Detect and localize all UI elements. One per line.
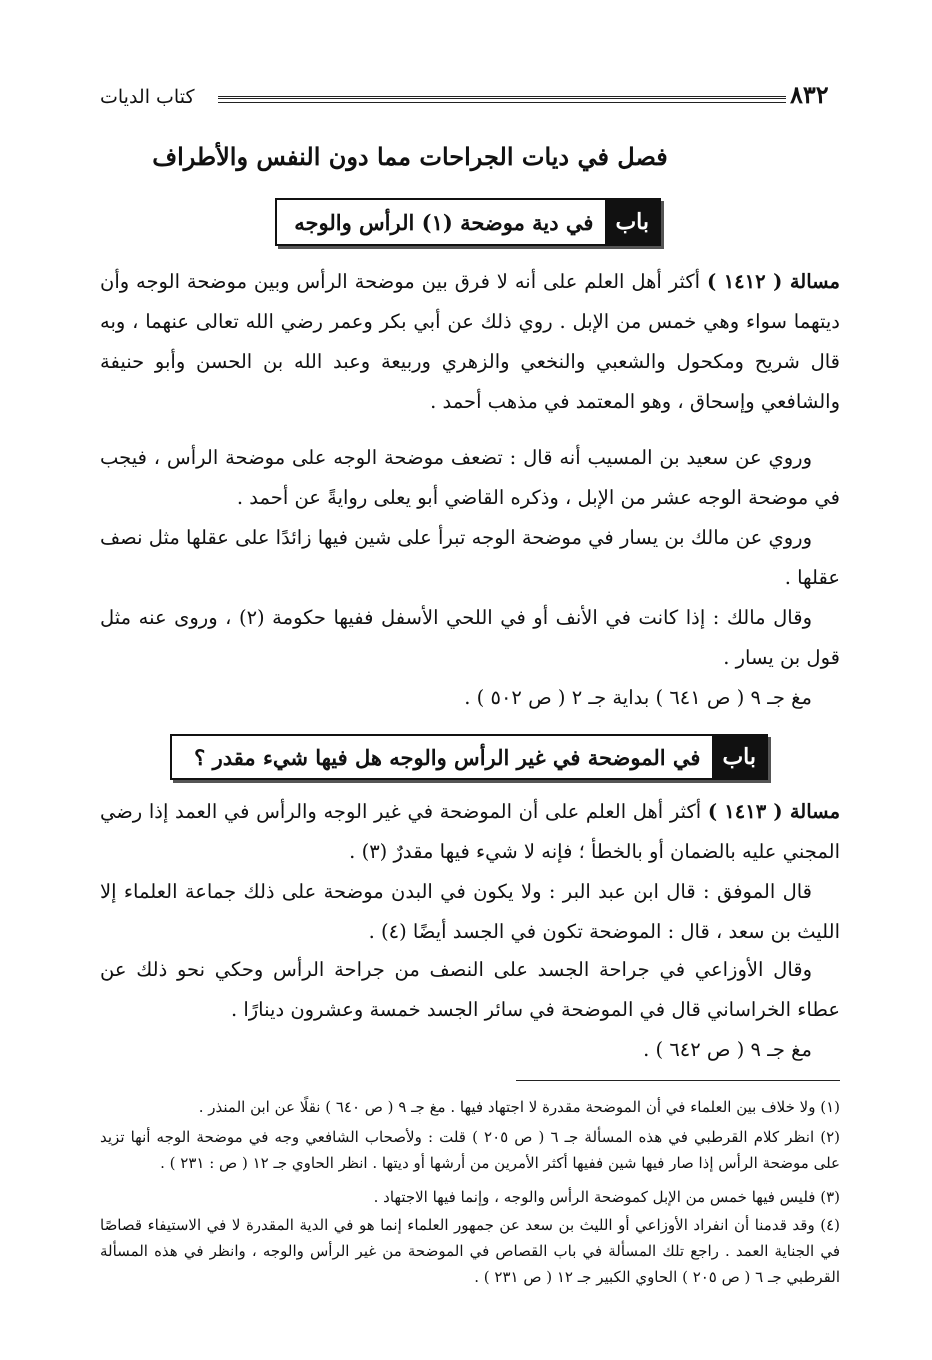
paragraph-text: وروي عن سعيد بن المسيب أنه قال : تضعف موضحة الوجه على موضحة الرأس ، فيجب في موضحة الوجه عشر من الإبل ، وذكره القاضي أبو يعلى روايةً عن أحمد .	[100, 446, 840, 509]
paragraph-text: وقال الأوزاعي في جراحة الجسد على النصف من جراحة الرأس وحكي نحو ذلك عن عطاء الخراساني قال في الموضحة في سائر الجسد خمسة وعشرون دينارًا .	[100, 958, 840, 1021]
section-title: فصل في ديات الجراحات مما دون النفس والأطراف	[152, 142, 668, 171]
footnote-2: (٢) انظر كلام القرطبي في هذه المسألة جـ ٦ ( ص ٢٠٥ ) قلت : ولأصحاب الشافعي وجه في موضحة الوجه أنها تزيد على موضحة الرأس إذا صار فيها شين ففيها أكثر الأمرين من أرشها أو ديتها . انظر الحاوي جـ ١٢ ( ص : ٢٣١ ) .	[100, 1128, 840, 1172]
chapter-tag: باب	[712, 736, 766, 778]
chapter-tag: باب	[605, 200, 659, 244]
paragraph	[100, 792, 840, 872]
header-rule	[218, 96, 786, 103]
paragraph	[100, 438, 840, 518]
paragraph-text: وروي عن مالك بن يسار في موضحة الوجه تبرأ على شين فيها زائدًا على عقلها مثل نصف عقلها .	[100, 526, 840, 589]
footnote-4: (٤) وقد قدمنا أن انفراد الأوزاعي أو الليث بن سعد عن جمهور العلماء إنما هو في الدية المقدرة لا في الاستيفاء قصاصًا في الجناية العمد . راجع تلك المسألة في باب القصاص في الموضحة من غير الرأس والوجه ، وانظر في هذه المسألة القرطبي جـ ٦ ( ص ٢٠٥ ) الحاوي الكبير جـ ١٢ ( ص ٢٣١ ) .	[100, 1216, 840, 1286]
paragraph-text: أكثر أهل العلم على أن الموضحة في غير الوجه والرأس في العمد إذا رضي المجني عليه بالضمان أو بالخطأ ؛ فإنه لا شيء فيها مقدرٌ (٣) .	[100, 800, 840, 863]
paragraph-text: وقال مالك : إذا كانت في الأنف أو في اللحي الأسفل ففيها حكومة (٢) ، وروى عنه مثل قول بن يسار .	[100, 606, 840, 669]
paragraph	[100, 950, 840, 1030]
chapter-title: في الموضحة في غير الرأس والوجه هل فيها شيء مقدر ؟	[194, 744, 701, 770]
paragraph	[100, 598, 840, 678]
reference-text: مغ جـ ٩ ( ص ٦٤٢ ) .	[643, 1038, 812, 1061]
footnote-1: (١) ولا خلاف بين العلماء في أن الموضحة مقدرة لا اجتهاد فيها . مغ جـ ٩ ( ص ٦٤٠ ) نقلًا عن ابن المنذر .	[198, 1098, 840, 1116]
paragraph-text: أكثر أهل العلم على أنه لا فرق بين موضحة الرأس وبين موضحة الوجه وأن ديتهما سواء وهي خمس من الإبل . روي ذلك عن أبي بكر وعمر رضي الله تعالى عنهما ، وبه قال شريح ومكحول والشعبي والنخعي والزهري وربيعة وعبد الله بن الحسن وأبو حنيفة والشافعي وإسحاق ، وهو المعتمد في مذهب أحمد .	[100, 270, 840, 413]
paragraph-text: قال الموفق : قال ابن عبد البر : ولا يكون في البدن موضحة على ذلك جماعة العلماء إلا الليث بن سعد ، قال : الموضحة تكون في الجسد أيضًا (٤) .	[100, 880, 840, 943]
footnote-separator	[516, 1080, 840, 1081]
issue-number: مسالة ( ١٤١٣ )	[707, 800, 841, 823]
footnote-3: (٣) فليس فيها خمس من الإبل كموضحة الرأس والوجه ، وإنما فيها الاجتهاد .	[373, 1188, 840, 1206]
page-number: ٨٣٢	[790, 80, 829, 109]
paragraph	[100, 518, 840, 598]
paragraph	[100, 872, 840, 952]
reference-line	[100, 1030, 840, 1070]
paragraph	[100, 262, 840, 422]
issue-number: مسالة ( ١٤١٢ )	[706, 270, 840, 293]
reference-line	[100, 678, 840, 718]
chapter-heading-2	[170, 734, 768, 780]
reference-text: مغ جـ ٩ ( ص ٦٤١ ) بداية جـ ٢ ( ص ٥٠٢ ) .	[464, 686, 812, 709]
chapter-title: في دية موضحة (١) الرأس والوجه	[294, 209, 594, 235]
chapter-heading-1	[275, 198, 661, 246]
running-title: كتاب الديات	[100, 86, 195, 108]
